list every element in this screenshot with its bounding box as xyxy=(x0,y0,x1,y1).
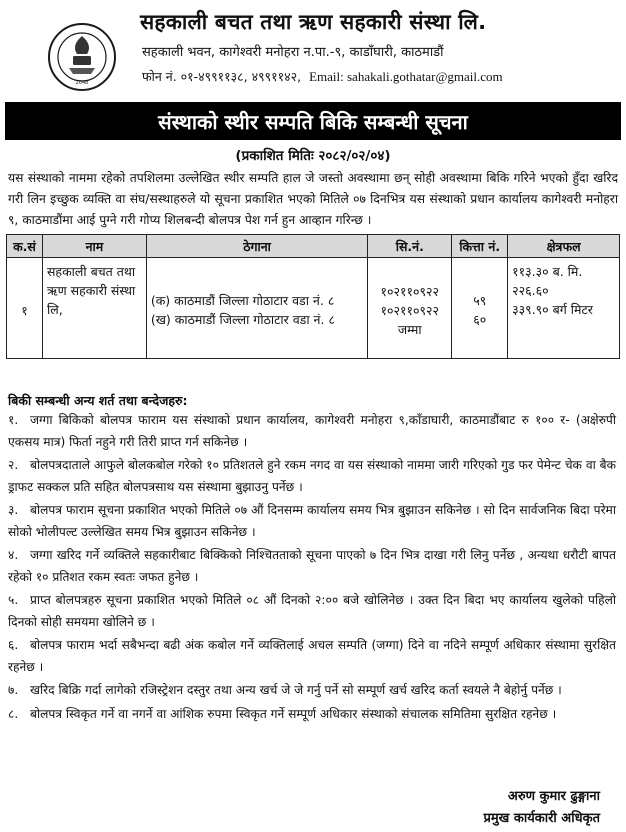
header-sn: क.सं xyxy=(7,235,43,258)
organization-address: सहकाली भवन, कागेश्वरी मनोहरा न.पा.-९, काडाँघारी, काठमाडौं xyxy=(142,45,444,60)
item-number: ५. xyxy=(8,593,19,607)
header-address: ठेगाना xyxy=(146,235,367,258)
sheet-total-label: जम्मा xyxy=(397,321,422,337)
signatory-name: अरुण कुमार ढुङ्गाना xyxy=(507,789,600,804)
svg-text:2048: 2048 xyxy=(75,80,89,86)
item-number: ७. xyxy=(8,683,19,697)
item-number: ६. xyxy=(8,638,19,652)
list-item xyxy=(8,635,616,678)
list-item xyxy=(8,545,616,588)
header-sheet-no: सि.नं. xyxy=(368,235,452,258)
sheet-no-b: १०२११०९२२ xyxy=(380,302,440,318)
area-a: ११३.३० ब. मि. xyxy=(512,264,583,279)
signatory-title: प्रमुख कार्यकारी अधिकृत xyxy=(483,811,600,826)
header-plot-no: कित्ता नं. xyxy=(452,235,508,258)
plot-no-b: ६० xyxy=(473,312,487,327)
list-item xyxy=(8,455,616,498)
address-line-a: (क) काठमाडौं जिल्ला गोठाटार वडा नं. ८ xyxy=(150,293,335,308)
item-number: ८. xyxy=(8,706,19,721)
table-header-row xyxy=(7,235,620,258)
conditions-heading: बिकी सम्बन्धी अन्य शर्त तथा बन्देजहरु: xyxy=(8,393,188,408)
item-number: २. xyxy=(8,458,19,472)
item-number: १. xyxy=(8,413,19,427)
item-text: जग्गा खरिद गर्ने व्यक्तिले सहकारीबाट बिक्किको निश्चितताको सूचना पाएको ७ दिन भित्र दाखा गरी लिनु पर्नेछ , अन्यथा धरौटी बापत रहेको १० प्रतिशत रकम स्वतः जफत हुनेछ । xyxy=(8,548,616,584)
item-number: ४. xyxy=(8,548,19,562)
conditions-list xyxy=(8,410,616,727)
cell-sheet-no xyxy=(368,258,452,359)
item-text: प्राप्त बोलपत्रहरु सूचना प्रकाशित भएको मितिले ०८ औं दिनको २:०० बजे खोलिनेछ । उक्त दिन बिदा भए कार्यालय खुलेको पहिलो दिनको सोही समयमा खोलिने छ । xyxy=(8,593,616,629)
list-item xyxy=(8,410,616,453)
list-item xyxy=(8,704,616,726)
table-row xyxy=(7,258,620,359)
list-item xyxy=(8,590,616,633)
header xyxy=(0,0,626,100)
notice-title-banner xyxy=(5,102,621,140)
cell-area xyxy=(508,258,620,359)
item-number: ३. xyxy=(8,503,19,517)
list-item xyxy=(8,680,616,702)
item-text: बोलपत्र फाराम भर्दा सबैभन्दा बढी अंक कबोल गर्ने व्यक्तिलाई अचल सम्पति (जग्गा) दिने वा नदिने सम्पूर्ण अधिकार संस्थामा सुरक्षित रहनेछ । xyxy=(8,638,616,674)
area-total: ३३९.९० बर्ग मिटर xyxy=(512,302,593,317)
phone-numbers: फोन नं. ०१-४९९११३८, ४९९११४२, xyxy=(142,69,302,84)
notice-title: संस्थाको स्थीर सम्पति बिकि सम्बन्धी सूचना xyxy=(158,109,468,134)
publication-date: (प्रकाशित मितिः २०८२/०२/०४) xyxy=(235,148,391,164)
cell-plot-no xyxy=(452,258,508,359)
organization-contact xyxy=(142,68,622,85)
list-item xyxy=(8,500,616,543)
cell-name: सहकाली बचत तथा ऋण सहकारी संस्था लि, xyxy=(42,258,146,359)
cooperative-seal-icon xyxy=(47,22,117,92)
header-name: नाम xyxy=(42,235,146,258)
property-table xyxy=(6,234,620,359)
sheet-no-a: १०२११०९२२ xyxy=(380,283,440,299)
cell-address xyxy=(146,258,367,359)
item-text: जग्गा बिकिको बोलपत्र फाराम यस संस्थाको प्रधान कार्यालय, कागेश्वरी मनोहरा ९,काँडाघारी, काठमाडौंबाट रु १०० र- (अक्षेरुपी एकसय मात्र) फिर्ता नहुने गरी तिरी प्राप्त गर्न सकिनेछ । xyxy=(8,413,616,449)
email-address: Email: sahakali.gothatar@gmail.com xyxy=(309,69,503,84)
header-area: क्षेत्रफल xyxy=(508,235,620,258)
item-text: बोलपत्र स्विकृत गर्ने वा नगर्ने वा आंशिक रुपमा स्विकृत गर्ने सम्पूर्ण अधिकार संस्थाको संचालक समितिमा सुरक्षित रहनेछ । xyxy=(30,706,557,721)
plot-no-a: ५९ xyxy=(473,293,487,308)
item-text: खरिद बिक्रि गर्दा लागेको रजिस्ट्रेशन दस्तुर तथा अन्य खर्च जे जे गर्नु पर्ने सो सम्पूर्ण खर्च खरिद कर्ता स्वयले नै बेहोर्नु पर्नेछ । xyxy=(30,683,562,697)
address-line-b: (ख) काठमाडौं जिल्ला गोठाटार वडा नं. ८ xyxy=(150,312,335,327)
organization-name: सहकाली बचत तथा ऋण सहकारी संस्था लि. xyxy=(140,10,487,34)
item-text: बोलपत्रदाताले आफुले बोलकबोल गरेको १० प्रतिशतले हुने रकम नगद वा यस संस्थाको नाममा जारी गरिएको गुड फर पेमेन्ट चेक वा बैक ड्राफट सक्कल प्रति सहित बोलपत्रसाथ यस संस्थामा बुझाउनु पर्नेछ । xyxy=(8,458,616,494)
cell-sn: १ xyxy=(7,258,43,359)
intro-paragraph: यस संस्थाको नाममा रहेको तपशिलमा उल्लेखित स्थीर सम्पति हाल जे जस्तो अवस्थामा छन् सोही अवस्थामा बिकि गरिने भएको हुँदा खरिद गरी लिन इच्छुक व्यक्ति वा संघ/सस्थाहरुले यो सूचना प्रकाशित भएको मितिले ०७ दिनभित्र यस संस्थाको प्रधान कार्यालय कागेश्वरी मनोहरा ९, काठमाडौंमा आई पुग्ने गरी गोप्य शिलबन्दी बोलपत्र पेश गर्न हुन आव्हान गरिन्छ । xyxy=(8,171,618,227)
area-b: २२६.६० xyxy=(512,283,549,298)
item-text: बोलपत्र फाराम सूचना प्रकाशित भएको मितिले ०७ औं दिनसम्म कार्यालय समय भित्र बुझाउन सकिनेछ । सो दिन सार्वजनिक बिदा परेमा सोको भोलीपल्ट उल्लेखित समय भित्र बुझाउन सकिनेछ । xyxy=(8,503,616,539)
